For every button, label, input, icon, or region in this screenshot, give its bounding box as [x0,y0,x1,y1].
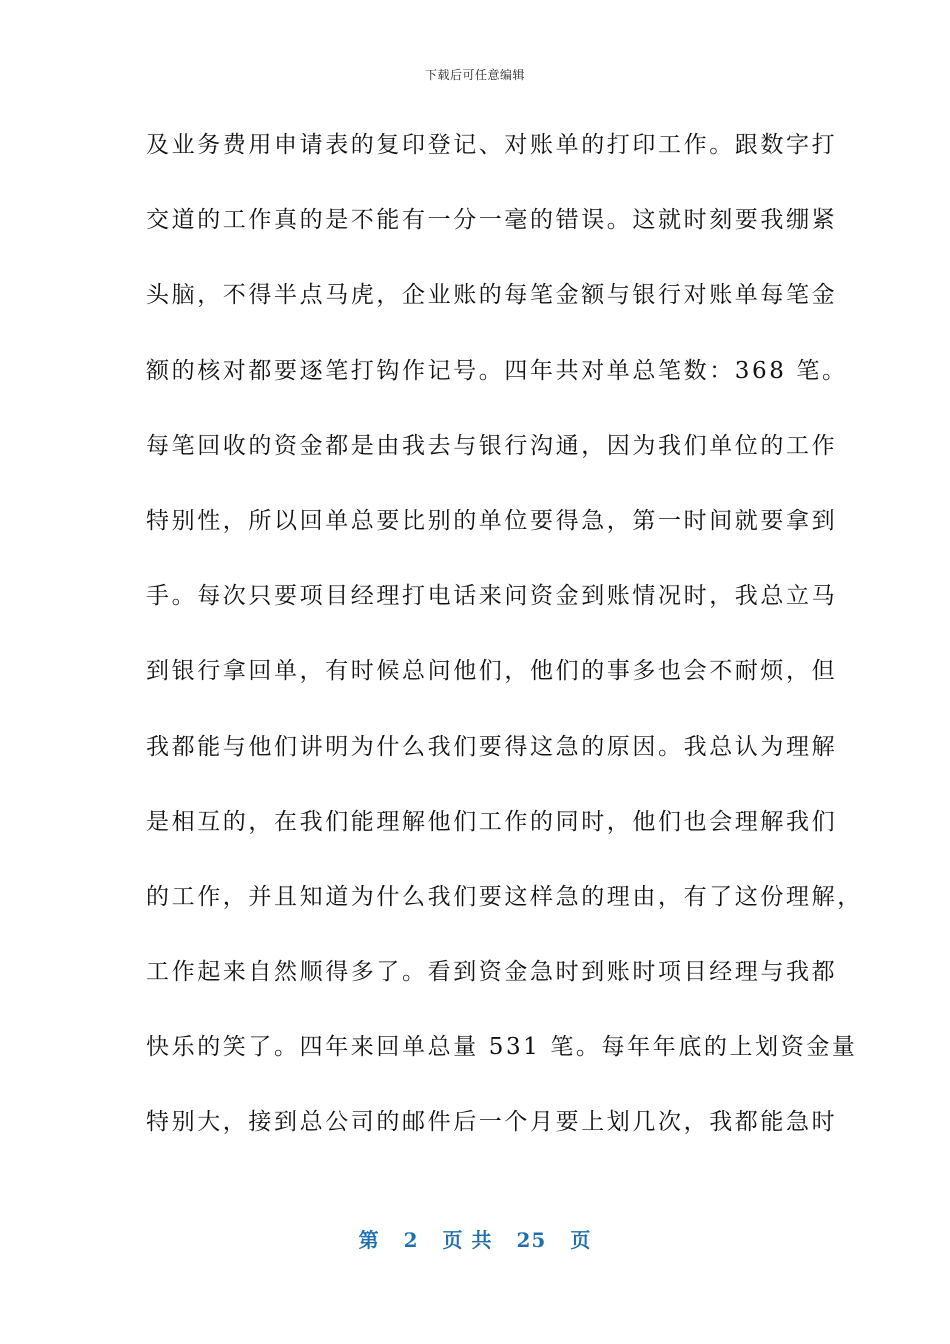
text-line: 特别性，所以回单总要比别的单位要得急，第一时间就要拿到 [146,507,838,534]
page-header: 下载后可任意编辑 [424,68,525,82]
text-line: 每笔回收的资金都是由我去与银行沟通，因为我们单位的工作 [146,432,838,459]
text-line: 我都能与他们讲明为什么我们要得这急的原因。我总认为理解 [146,733,838,760]
text-line: 额的核对都要逐笔打钩作记号。四年共对单总笔数：368 笔。 [146,357,848,384]
page-number-footer [0,1224,950,1253]
text-line: 特别大，接到总公司的邮件后一个月要上划几次，我都能急时 [146,1109,838,1136]
text-line: 的工作，并且知道为什么我们要这样急的理由，有了这份理解， [146,883,863,910]
text-line: 是相互的，在我们能理解他们工作的同时，他们也会理解我们 [146,808,838,835]
footer-middle: 页 共 [442,1228,493,1252]
current-page-number: 2 [403,1228,419,1252]
text-line: 快乐的笑了。四年来回单总量 531 笔。每年年底的上划资金量 [146,1034,858,1061]
text-line: 交道的工作真的是不能有一分一毫的错误。这就时刻要我绷紧 [146,207,838,234]
total-pages-number: 25 [516,1228,547,1252]
text-line: 及业务费用申请表的复印登记、对账单的打印工作。跟数字打 [146,132,838,158]
text-line: 工作起来自然顺得多了。看到资金急时到账时项目经理与我都 [146,959,838,986]
footer-prefix: 第 [358,1228,380,1252]
text-line: 手。每次只要项目经理打电话来问资金到账情况时，我总立马 [146,583,838,610]
document-body [146,126,863,1179]
footer-suffix: 页 [570,1228,592,1252]
text-line: 到银行拿回单，有时候总问他们，他们的事多也会不耐烦，但 [146,658,838,685]
text-line: 头脑，不得半点马虎，企业账的每笔金额与银行对账单每笔金 [146,282,838,309]
